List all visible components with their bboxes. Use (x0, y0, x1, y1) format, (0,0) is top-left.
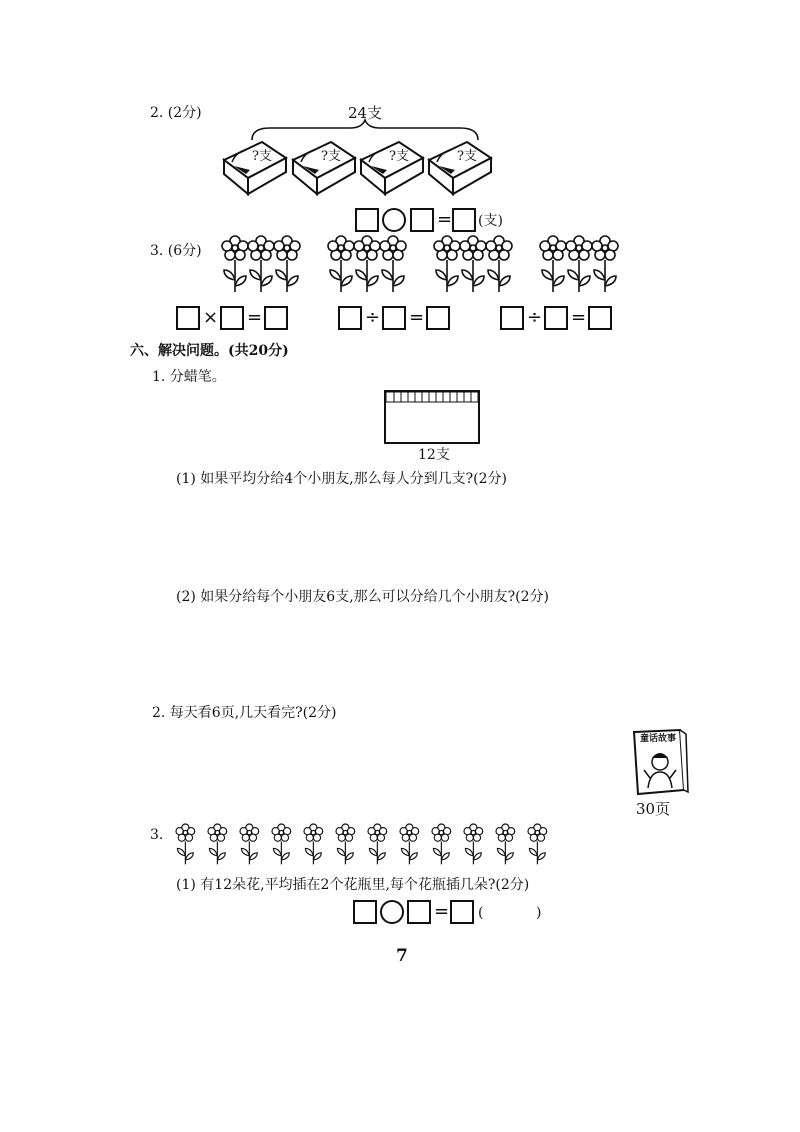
answer-box[interactable] (500, 306, 524, 330)
answer-box[interactable] (410, 208, 434, 232)
crayon-count: 12支 (418, 447, 450, 463)
flower-icon (528, 824, 547, 866)
section-6-heading: 六、解决问题。(共20分) (130, 343, 289, 359)
flower-icon (434, 236, 460, 294)
p1-sub1: (1) 如果平均分给4个小朋友,那么每人分到几支?(2分) (176, 471, 507, 487)
answer-box[interactable] (588, 306, 612, 330)
p1-sub2: (2) 如果分给每个小朋友6支,那么可以分给几个小朋友?(2分) (176, 589, 549, 605)
p3-sub1: (1) 有12朵花,平均插在2个花瓶里,每个花瓶插几朵?(2分) (176, 877, 530, 893)
book-title: 童话故事 (640, 734, 677, 744)
answer-box[interactable] (176, 306, 200, 330)
story-book (630, 728, 688, 796)
q2-box-text: ?支 (321, 149, 341, 164)
crayon-box (384, 390, 480, 444)
unit-open-paren: ( (478, 905, 484, 921)
q2-label: 2. (2分) (150, 105, 202, 121)
operator-circle[interactable] (382, 208, 406, 232)
flower-icon (540, 236, 566, 294)
flower-icon (380, 236, 406, 294)
answer-box[interactable] (355, 208, 379, 232)
flower-icon (460, 236, 486, 294)
flower-icon (486, 236, 512, 294)
p2-label: 2. 每天看6页,几天看完?(2分) (152, 705, 337, 721)
equals-sign: = (409, 307, 425, 328)
flower-icon (592, 236, 618, 294)
q2-box-text: ?支 (457, 149, 477, 164)
answer-box[interactable] (450, 900, 474, 924)
operator-circle[interactable] (380, 900, 404, 924)
q3-label: 3. (6分) (150, 243, 202, 259)
answer-box[interactable] (353, 900, 377, 924)
flower-icon (272, 824, 291, 866)
flower-icon (368, 824, 387, 866)
equals-sign: = (571, 307, 587, 328)
flower-icon (240, 824, 259, 866)
q2-total-label: 24支 (348, 104, 383, 122)
divide-sign: ÷ (365, 307, 381, 328)
equals-sign: = (247, 307, 263, 328)
flower-icon (222, 236, 248, 294)
q2-unit: (支) (478, 213, 503, 229)
flower-icon (336, 824, 355, 866)
equals-sign: = (437, 209, 453, 230)
flower-icon (432, 824, 451, 866)
times-sign: × (203, 307, 219, 328)
p3-label: 3. (150, 827, 164, 843)
flower-icon (328, 236, 354, 294)
flower-icon (354, 236, 380, 294)
equals-sign: = (434, 901, 450, 922)
answer-box[interactable] (452, 208, 476, 232)
q2-box-text: ?支 (389, 149, 409, 164)
answer-box[interactable] (382, 306, 406, 330)
flower-icon (566, 236, 592, 294)
flower-icon (496, 824, 515, 866)
flower-icon (208, 824, 227, 866)
answer-box[interactable] (220, 306, 244, 330)
unit-close-paren: ) (536, 905, 542, 921)
flower-icon (400, 824, 419, 866)
divide-sign: ÷ (527, 307, 543, 328)
book-pages: 30页 (636, 800, 671, 818)
answer-box[interactable] (407, 900, 431, 924)
answer-box[interactable] (338, 306, 362, 330)
answer-box[interactable] (264, 306, 288, 330)
q2-box-text: ?支 (252, 149, 272, 164)
p1-label: 1. 分蜡笔。 (152, 369, 226, 385)
flower-icon (248, 236, 274, 294)
answer-box[interactable] (544, 306, 568, 330)
flower-icon (304, 824, 323, 866)
flower-icon (176, 824, 195, 866)
answer-box[interactable] (426, 306, 450, 330)
page-number: 7 (396, 946, 408, 966)
flower-icon (274, 236, 300, 294)
flower-icon (464, 824, 483, 866)
crayons-icon (386, 392, 478, 404)
